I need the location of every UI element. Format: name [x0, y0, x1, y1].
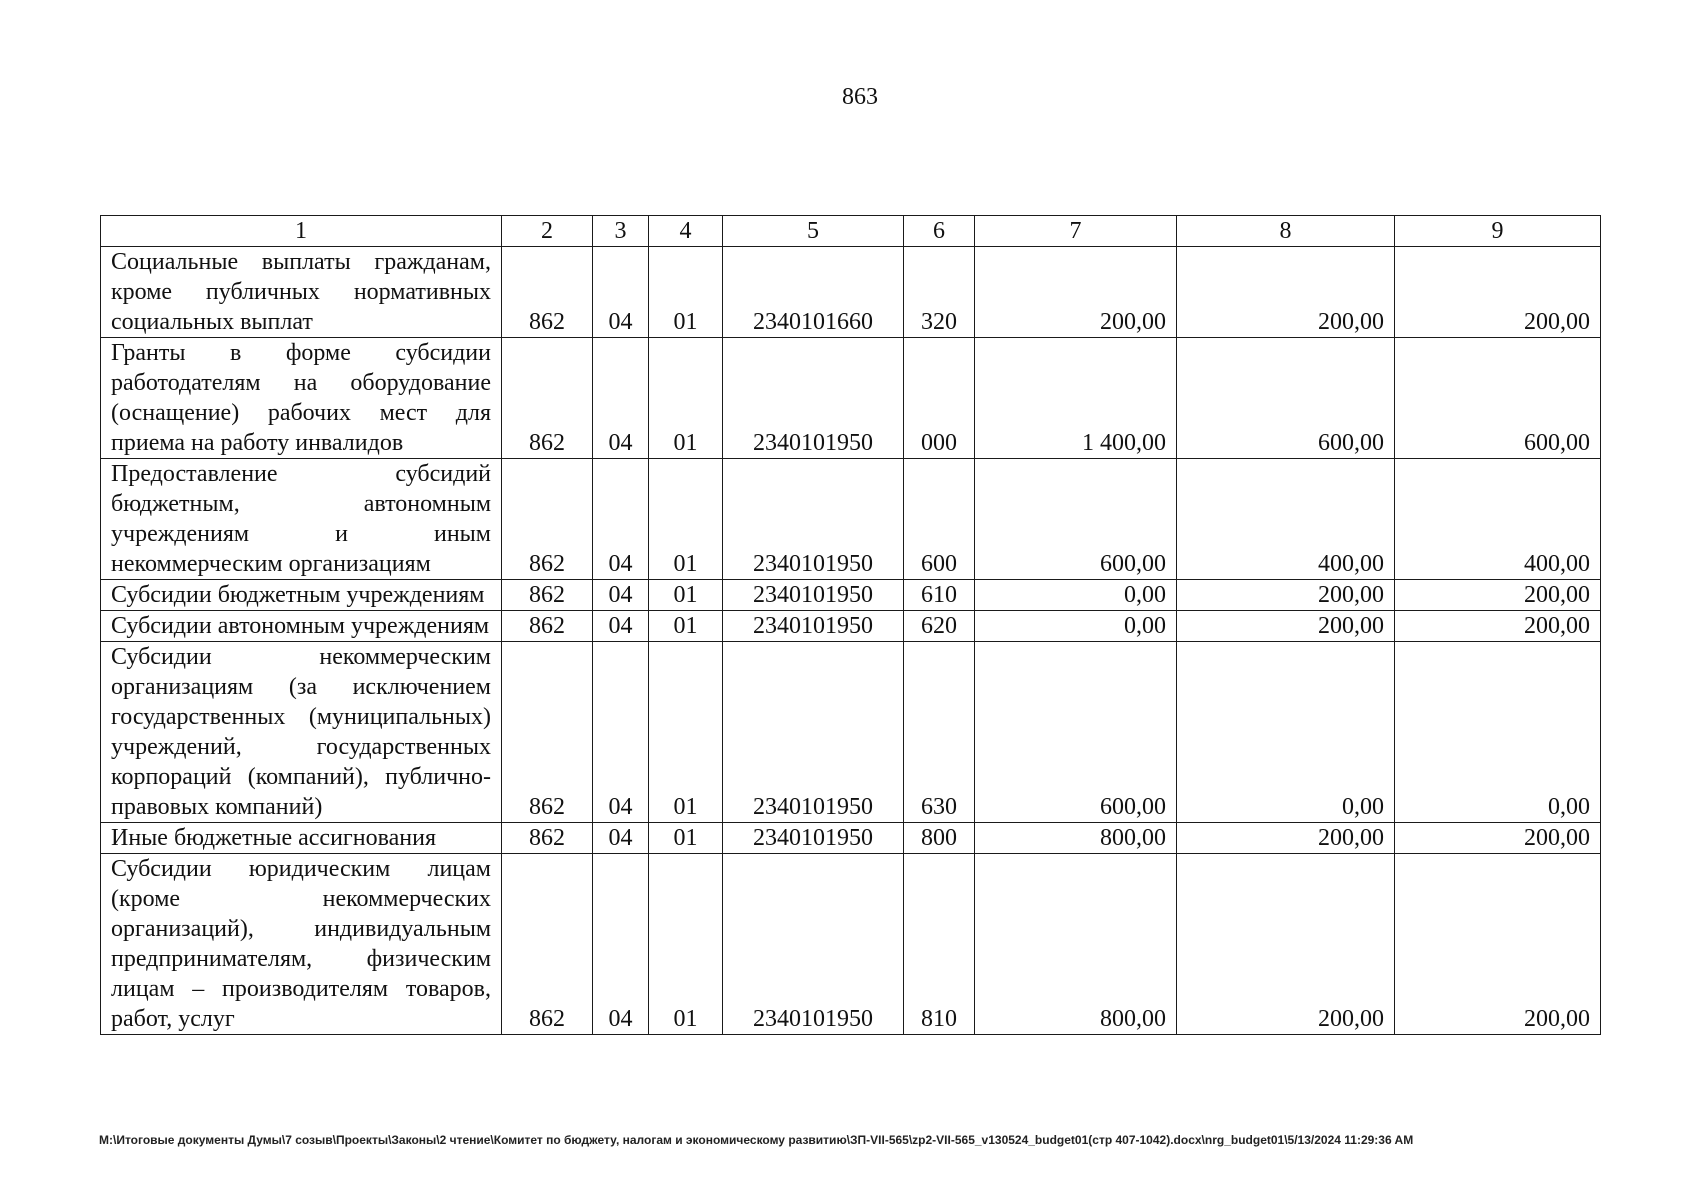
- expense-type-cell: 620: [904, 611, 975, 642]
- amount-col9-cell: 600,00: [1395, 338, 1601, 459]
- column-number-row: [101, 216, 1601, 247]
- column-header: 2: [502, 216, 593, 247]
- subsection-code-cell: 01: [649, 611, 723, 642]
- subsection-code-cell: 01: [649, 642, 723, 823]
- expense-name-cell: Субсидии юридическим лицам (кроме некоммерческих организаций), индивидуальным предпринимателям, физическим лицам – производителям товаров, работ, услуг: [101, 854, 502, 1035]
- amount-col9-cell: 200,00: [1395, 823, 1601, 854]
- budget-table: [100, 215, 1601, 1035]
- amount-col7-cell: 0,00: [975, 611, 1177, 642]
- section-code-cell: 04: [593, 338, 649, 459]
- amount-col7-cell: 800,00: [975, 823, 1177, 854]
- table-row: [101, 459, 1601, 580]
- expense-name-cell: Предоставление субсидий бюджетным, автономным учреждениям и иным некоммерческим организациям: [101, 459, 502, 580]
- subsection-code-cell: 01: [649, 338, 723, 459]
- amount-col9-cell: 200,00: [1395, 611, 1601, 642]
- amount-col9-cell: 0,00: [1395, 642, 1601, 823]
- amount-col8-cell: 200,00: [1177, 611, 1395, 642]
- ministry-code-cell: 862: [502, 642, 593, 823]
- target-article-cell: 2340101950: [723, 459, 904, 580]
- ministry-code-cell: 862: [502, 823, 593, 854]
- expense-name-cell: Субсидии некоммерческим организациям (за исключением государственных (муниципальных) учреждений, государственных корпораций (компаний), публично-правовых компаний): [101, 642, 502, 823]
- table-row: [101, 580, 1601, 611]
- expense-type-cell: 000: [904, 338, 975, 459]
- column-header: 9: [1395, 216, 1601, 247]
- section-code-cell: 04: [593, 247, 649, 338]
- column-header: 6: [904, 216, 975, 247]
- amount-col8-cell: 200,00: [1177, 580, 1395, 611]
- page-number: 863: [842, 84, 878, 110]
- target-article-cell: 2340101950: [723, 854, 904, 1035]
- expense-name-cell: Иные бюджетные ассигнования: [101, 823, 502, 854]
- table-row: [101, 823, 1601, 854]
- amount-col7-cell: 200,00: [975, 247, 1177, 338]
- expense-type-cell: 630: [904, 642, 975, 823]
- subsection-code-cell: 01: [649, 580, 723, 611]
- section-code-cell: 04: [593, 823, 649, 854]
- expense-name-cell: Гранты в форме субсидии работодателям на оборудование (оснащение) рабочих мест для приема на работу инвалидов: [101, 338, 502, 459]
- ministry-code-cell: 862: [502, 459, 593, 580]
- expense-name-cell: Субсидии автономным учреждениям: [101, 611, 502, 642]
- table-row: [101, 611, 1601, 642]
- ministry-code-cell: 862: [502, 247, 593, 338]
- amount-col8-cell: 400,00: [1177, 459, 1395, 580]
- section-code-cell: 04: [593, 611, 649, 642]
- section-code-cell: 04: [593, 580, 649, 611]
- file-path-footer: M:\Итоговые документы Думы\7 созыв\Проекты\Законы\2 чтение\Комитет по бюджету, налогам и экономическому развитию\ЗП-VII-565\zp2-VII-565_v130524_budget01(стр 407-1042).docx\nrg_budget01\5/13/2024 11:29:36 AM: [99, 1133, 1414, 1147]
- expense-type-cell: 600: [904, 459, 975, 580]
- amount-col9-cell: 200,00: [1395, 580, 1601, 611]
- column-header: 7: [975, 216, 1177, 247]
- section-code-cell: 04: [593, 854, 649, 1035]
- amount-col7-cell: 800,00: [975, 854, 1177, 1035]
- expense-name-cell: Социальные выплаты гражданам, кроме публичных нормативных социальных выплат: [101, 247, 502, 338]
- subsection-code-cell: 01: [649, 459, 723, 580]
- amount-col7-cell: 600,00: [975, 459, 1177, 580]
- amount-col7-cell: 0,00: [975, 580, 1177, 611]
- section-code-cell: 04: [593, 459, 649, 580]
- subsection-code-cell: 01: [649, 823, 723, 854]
- section-code-cell: 04: [593, 642, 649, 823]
- expense-type-cell: 320: [904, 247, 975, 338]
- column-header: 8: [1177, 216, 1395, 247]
- column-header: 4: [649, 216, 723, 247]
- amount-col8-cell: 200,00: [1177, 823, 1395, 854]
- target-article-cell: 2340101950: [723, 611, 904, 642]
- amount-col8-cell: 200,00: [1177, 854, 1395, 1035]
- amount-col8-cell: 200,00: [1177, 247, 1395, 338]
- target-article-cell: 2340101950: [723, 338, 904, 459]
- amount-col9-cell: 200,00: [1395, 247, 1601, 338]
- table-row: [101, 642, 1601, 823]
- amount-col8-cell: 600,00: [1177, 338, 1395, 459]
- table-row: [101, 338, 1601, 459]
- table-row: [101, 247, 1601, 338]
- ministry-code-cell: 862: [502, 611, 593, 642]
- ministry-code-cell: 862: [502, 338, 593, 459]
- column-header: 3: [593, 216, 649, 247]
- amount-col7-cell: 1 400,00: [975, 338, 1177, 459]
- expense-type-cell: 810: [904, 854, 975, 1035]
- column-header: 5: [723, 216, 904, 247]
- column-header: 1: [101, 216, 502, 247]
- target-article-cell: 2340101660: [723, 247, 904, 338]
- table-row: [101, 854, 1601, 1035]
- expense-name-cell: Субсидии бюджетным учреждениям: [101, 580, 502, 611]
- amount-col8-cell: 0,00: [1177, 642, 1395, 823]
- amount-col9-cell: 200,00: [1395, 854, 1601, 1035]
- subsection-code-cell: 01: [649, 854, 723, 1035]
- expense-type-cell: 800: [904, 823, 975, 854]
- ministry-code-cell: 862: [502, 580, 593, 611]
- target-article-cell: 2340101950: [723, 823, 904, 854]
- target-article-cell: 2340101950: [723, 642, 904, 823]
- amount-col9-cell: 400,00: [1395, 459, 1601, 580]
- amount-col7-cell: 600,00: [975, 642, 1177, 823]
- target-article-cell: 2340101950: [723, 580, 904, 611]
- ministry-code-cell: 862: [502, 854, 593, 1035]
- expense-type-cell: 610: [904, 580, 975, 611]
- subsection-code-cell: 01: [649, 247, 723, 338]
